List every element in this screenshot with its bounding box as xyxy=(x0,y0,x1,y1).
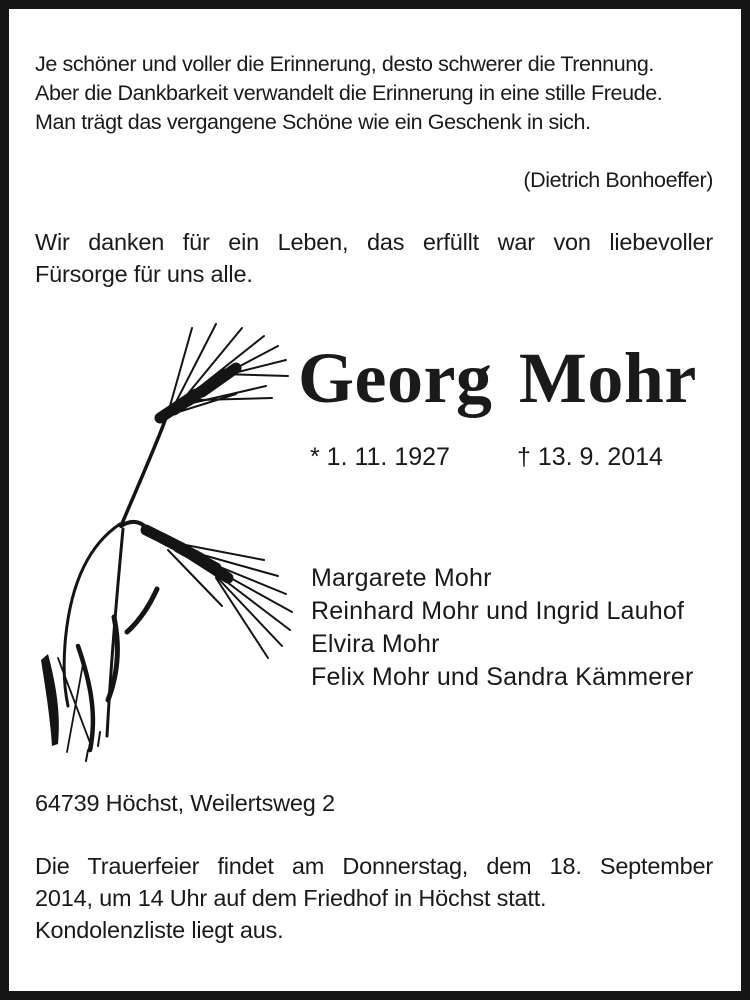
thanks-line: Fürsorge für uns alle. xyxy=(35,261,253,287)
funeral-info xyxy=(35,850,713,946)
address: 64739 Höchst, Weilertsweg 2 xyxy=(35,790,335,816)
quote-line: Man trägt das vergangene Schöne wie ein Geschenk in sich. xyxy=(35,110,591,134)
mourner-name: Reinhard Mohr und Ingrid Lauhof xyxy=(311,597,685,625)
thanks-line: Wir danken für ein Leben, das erfüllt war von liebevoller xyxy=(35,229,713,255)
quote-attribution: (Dietrich Bonhoeffer) xyxy=(523,168,713,192)
mourner-name: Felix Mohr und Sandra Kämmerer xyxy=(311,663,694,691)
mourner-name: Margarete Mohr xyxy=(311,564,492,592)
thanks-text xyxy=(35,226,713,290)
quote-line: Je schöner und voller die Erinnerung, desto schwerer die Trennung. xyxy=(35,52,654,76)
birth-date: * 1. 11. 1927 xyxy=(310,443,450,471)
death-date: † 13. 9. 2014 xyxy=(517,443,663,471)
funeral-line: Die Trauerfeier findet am Donnerstag, dem 18. September xyxy=(35,853,713,879)
mourners-list xyxy=(311,562,731,694)
deceased-name: Georg Mohr xyxy=(298,338,697,418)
quote-line: Aber die Dankbarkeit verwandelt die Erinnerung in eine stille Freude. xyxy=(35,81,663,105)
mourner-name: Elvira Mohr xyxy=(311,630,440,658)
wheat-illustration xyxy=(20,302,300,762)
funeral-line: Kondolenzliste liegt aus. xyxy=(35,917,284,943)
memorial-quote xyxy=(35,50,713,195)
funeral-line: 2014, um 14 Uhr auf dem Friedhof in Höchst statt. xyxy=(35,885,547,911)
